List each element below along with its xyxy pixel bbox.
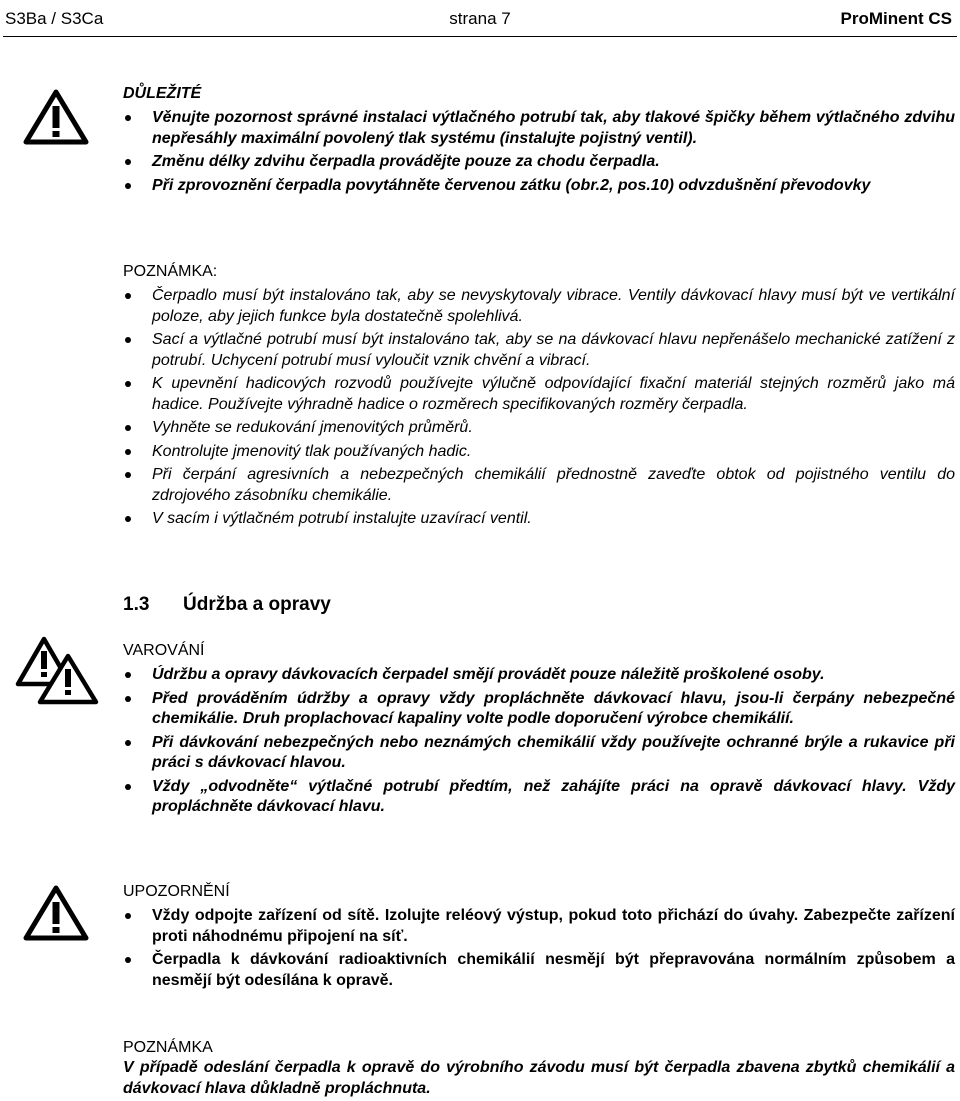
list-item: Údržbu a opravy dávkovacích čerpadel smějí provádět pouze náležitě proškolené osoby. xyxy=(123,665,955,686)
list-item: Věnujte pozornost správné instalaci výtlačného potrubí tak, aby tlakové špičky během výtlačného zdvihu nepřesáhly maximální povolený tlak systému (instalujte pojistný ventil). xyxy=(123,108,955,149)
important-heading: DŮLEŽITÉ xyxy=(123,85,202,102)
list-item: Čerpadlo musí být instalováno tak, aby se nevyskytovaly vibrace. Ventily dávkovací hlavy musí být ve vertikální poloze, aby jejich funkce byla dostatečně spolehlivá. xyxy=(123,286,955,327)
final-note-text: V případě odeslání čerpadla k opravě do výrobního závodu musí být čerpadla zbavena zbytků chemikálií a dávkovací hlava důkladně propláchnuta. xyxy=(123,1059,955,1097)
section-title xyxy=(123,594,331,616)
warning-triangle-icon xyxy=(22,88,90,146)
header-page-number: strana 7 xyxy=(449,9,511,28)
list-item: Vždy „odvodněte“ výtlačné potrubí předtím, než zahájíte práci na opravě dávkovací hlavy. Vždy propláchněte dávkovací hlavu. xyxy=(123,777,955,818)
list-item: Čerpadla k dávkování radioaktivních chemikálií nesmějí být přepravována normálním způsobem a nesmějí být odesílána k opravě. xyxy=(123,950,955,991)
header-company: ProMinent CS xyxy=(840,9,952,28)
list-item: Vyhněte se redukování jmenovitých průměrů. xyxy=(123,418,955,439)
warning-section xyxy=(123,641,955,821)
header-model: S3Ba / S3Ca xyxy=(5,9,104,28)
list-item: Při zprovoznění čerpadla povytáhněte červenou zátku (obr.2, pos.10) odvzdušnění převodovky xyxy=(123,176,955,197)
section-name: Údržba a opravy xyxy=(183,594,331,615)
list-item: Kontrolujte jmenovitý tlak používaných hadic. xyxy=(123,442,955,463)
caution-section xyxy=(123,882,955,994)
section-number: 1.3 xyxy=(123,594,150,615)
list-item: Při dávkování nebezpečných nebo neznámých chemikálií vždy používejte ochranné brýle a rukavice při práci s dávkovací hlavou. xyxy=(123,733,955,774)
warning-heading: VAROVÁNÍ xyxy=(123,642,205,659)
important-notice xyxy=(123,84,955,199)
list-item: Změnu délky zdvihu čerpadla provádějte pouze za chodu čerpadla. xyxy=(123,152,955,173)
list-item: Vždy odpojte zařízení od sítě. Izolujte reléový výstup, pokud toto přichází do úvahy. Zabezpečte zařízení proti náhodnému připojení na síť. xyxy=(123,906,955,947)
list-item: K upevnění hadicových rozvodů používejte výlučně odpovídající fixační materiál stejných rozměrů jako má hadice. Používejte výhradně hadice o rozměrech specifikovaných rozměry čerpadla. xyxy=(123,374,955,415)
note-section xyxy=(123,262,955,533)
list-item: V sacím i výtlačném potrubí instalujte uzavírací ventil. xyxy=(123,509,955,530)
final-note-section xyxy=(123,1038,955,1099)
warning-triangle-icon xyxy=(22,884,90,942)
header-divider xyxy=(3,36,957,37)
list-item: Před prováděním údržby a opravy vždy propláchněte dávkovací hlavu, jsou-li čerpány nebezpečné chemikálie. Druh proplachovací kapaliny volte podle doporučení výrobce chemikálií. xyxy=(123,689,955,730)
list-item: Sací a výtlačné potrubí musí být instalováno tak, aby se na dávkovací hlavu nepřenášelo mechanické zatížení z potrubí. Uchycení potrubí musí vyloučit vznik chvění a vibrací. xyxy=(123,330,955,371)
caution-heading: UPOZORNĚNÍ xyxy=(123,883,230,900)
double-warning-triangle-icon xyxy=(14,634,100,706)
page-header xyxy=(0,0,960,38)
note-heading: POZNÁMKA: xyxy=(123,263,218,280)
list-item: Při čerpání agresivních a nebezpečných chemikálií přednostně zaveďte obtok od pojistného ventilu do zdrojového zásobníku chemikálie. xyxy=(123,465,955,506)
final-note-heading: POZNÁMKA xyxy=(123,1039,213,1056)
